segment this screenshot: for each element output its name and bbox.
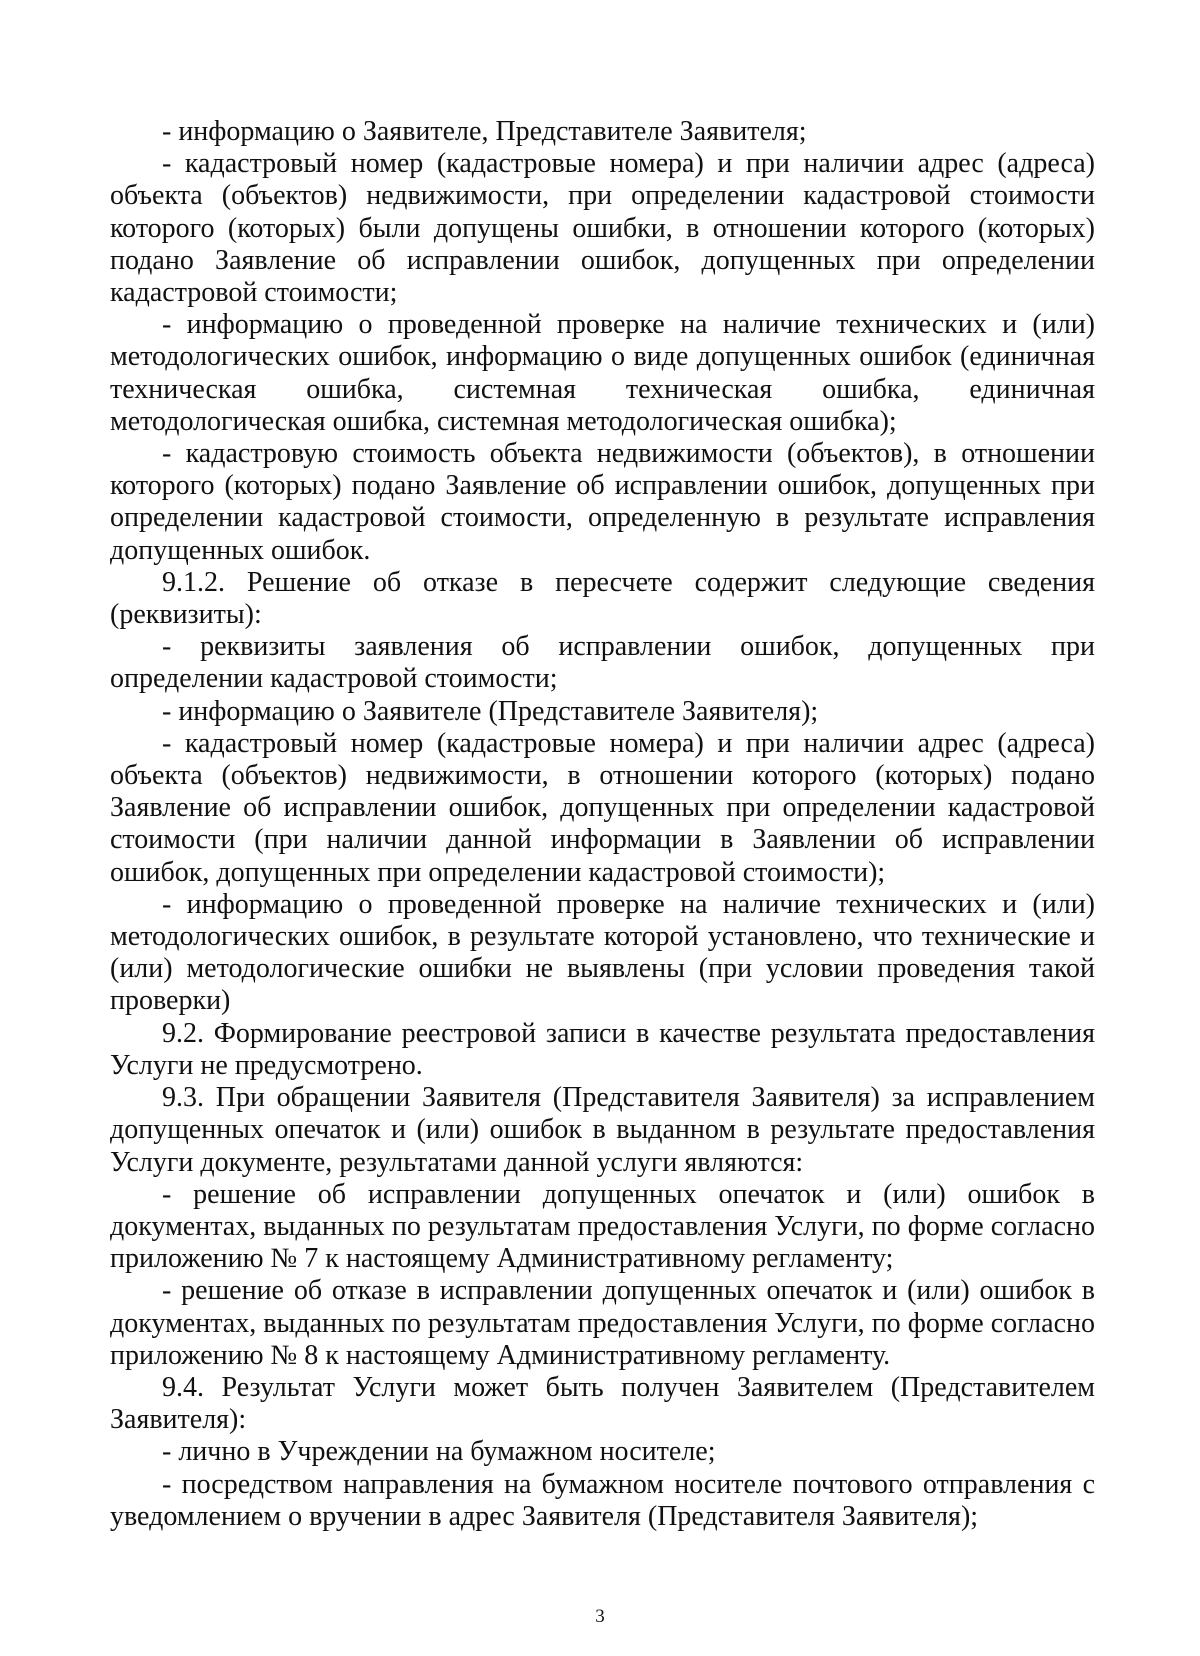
paragraph-section-9-4: 9.4. Результат Услуги может быть получен Заявителем (Представителем Заявителя): bbox=[110, 1371, 1095, 1436]
paragraph-applicant-info: - информацию о Заявителе, Представителе Заявителя; bbox=[162, 116, 807, 147]
paragraph-by-mail: - посредством направления на бумажном носителе почтового отправления с уведомлением о вручении в адрес Заявителя (Представителя Заявителя); bbox=[110, 1468, 1095, 1532]
paragraph-section-9-1-2: 9.1.2. Решение об отказе в пересчете содержит следующие сведения (реквизиты): bbox=[110, 566, 1095, 631]
paragraph-check-no-errors: - информацию о проведенной проверке на наличие технических и (или) методологических ошибок, в результате которой установлено, что технические и (или) методологические ошибки не выявлены (при условии проведения такой проверки) bbox=[110, 888, 1095, 1017]
paragraph-in-person: - лично в Учреждении на бумажном носителе; bbox=[162, 1436, 716, 1468]
paragraph-cadastral-number-object: - кадастровый номер (кадастровые номера) и при наличии адрес (адреса) объекта (объектов) недвижимости, в отношении которого (которых) подано Заявление об исправлении ошибок, допущенных при определении кадастровой стоимости (при наличии данной информации в Заявлении об исправлении ошибок, допущенных при определении кадастровой стоимости); bbox=[110, 727, 1095, 888]
page-number: 3 bbox=[595, 1606, 605, 1627]
paragraph-error-check-info: - информацию о проведенной проверке на наличие технических и (или) методологических ошибок, информацию о виде допущенных ошибок (единичная техническая ошибка, системная техническая ошибка, единичная методологическая ошибка, системная методологическая ошибка); bbox=[110, 309, 1095, 437]
paragraph-application-details: - реквизиты заявления об исправлении ошибок, допущенных при определении кадастровой стоимости; bbox=[110, 631, 1095, 695]
paragraph-decision-correction: - решение об исправлении допущенных опечаток и (или) ошибок в документах, выданных по результатам предоставления Услуги, по форме согласно приложению № 7 к настоящему Административному регламенту; bbox=[110, 1178, 1095, 1275]
paragraph-cadastral-value: - кадастровую стоимость объекта недвижимости (объектов), в отношении которого (которых) подано Заявление об исправлении ошибок, допущенных при определении кадастровой стоимости, определенную в результате исправления допущенных ошибок. bbox=[110, 438, 1095, 566]
paragraph-decision-refusal: - решение об отказе в исправлении допущенных опечаток и (или) ошибок в документах, выданных по результатам предоставления Услуги, по форме согласно приложению № 8 к настоящему Административному регламенту. bbox=[110, 1275, 1095, 1371]
paragraph-cadastral-number-errors: - кадастровый номер (кадастровые номера) и при наличии адрес (адреса) объекта (объектов) недвижимости, при определении кадастровой стоимости которого (которых) были допущены ошибки, в отношении которого (которых) подано Заявление об исправлении ошибок, допущенных при определении кадастровой стоимости; bbox=[110, 148, 1095, 309]
document-body bbox=[110, 116, 1095, 1533]
paragraph-section-9-2: 9.2. Формирование реестровой записи в качестве результата предоставления Услуги не предусмотрено. bbox=[110, 1017, 1095, 1081]
paragraph-applicant-representative: - информацию о Заявителе (Представителе Заявителя); bbox=[162, 695, 819, 727]
paragraph-section-9-3: 9.3. При обращении Заявителя (Представителя Заявителя) за исправлением допущенных опечаток и (или) ошибок в выданном в результате предоставления Услуги документе, результатами данной услуги являются: bbox=[110, 1082, 1095, 1178]
